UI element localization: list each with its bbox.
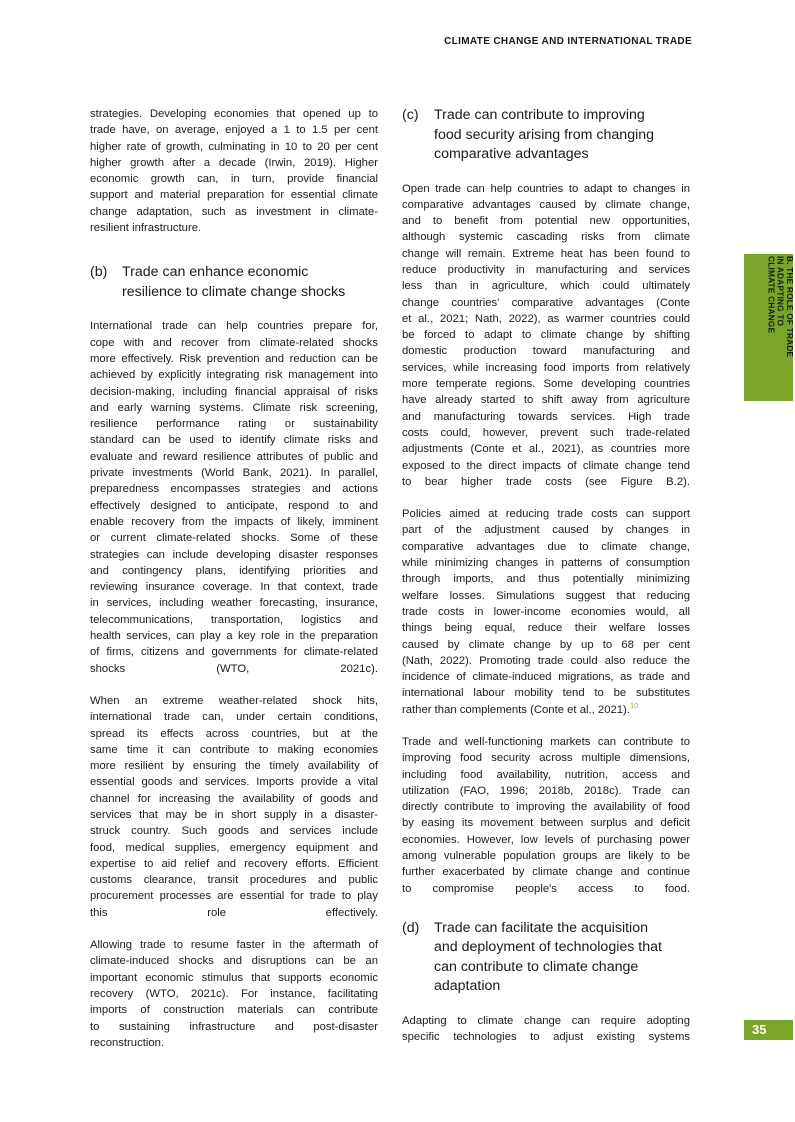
text-line: shocks (WTO, 2021c). (90, 662, 378, 675)
text-line: International trade can help countries prepare for, (90, 320, 378, 333)
text-line: reviewing insurance coverage. In that context, trade (90, 581, 378, 594)
text-line: economic growth can, in turn, provide financial (90, 173, 378, 186)
text-line: including food availability, nutrition, access and (402, 768, 690, 781)
text-line: health services, can play a key role in the preparation (90, 630, 378, 643)
text-line: although systemic cascading risks from climate (402, 231, 690, 244)
text-line: services, while increasing food imports from relatively (402, 361, 690, 374)
paragraph (90, 937, 378, 1051)
text-line: When an extreme weather-related shock hits, (90, 694, 378, 707)
text-line: adjustments (Conte et al., 2021), as countries more (402, 443, 690, 456)
text-line: essential goods and services. Imports provide a vital (90, 776, 378, 789)
text-line: imports of construction materials can contribute (90, 1004, 378, 1017)
text-line: international labour mobility tend to be substitutes (402, 687, 690, 700)
text-line: higher growth after a decade (Irwin, 2019). Higher (90, 156, 378, 169)
text-line: costs could, however, prevent such trade-related (402, 426, 690, 439)
text-line: same time it can contribute to making economies (90, 743, 378, 756)
paragraph (90, 106, 378, 236)
paragraph: Adapting to climate change can require adopting specific technologies to adjust existing systems (402, 1014, 690, 1044)
text-line: standard can be used to identify climate risks and (90, 434, 378, 447)
text-line: et al., 2021; Nath, 2022), as warmer countries could (402, 312, 690, 325)
text-line: support and material preparation for essential climate (90, 189, 378, 202)
section-heading-d: (d) Trade can facilitate the acquisition and deployment of technologies that can contribute to climate change adaptation (402, 919, 662, 995)
text-line: decision-making, including financial appraisal of risks (90, 385, 378, 398)
left-column (90, 106, 378, 1051)
text-line: among vulnerable population groups are likely to be (402, 850, 690, 863)
text-line: further exacerbated by climate change and continue (402, 866, 690, 879)
text-line: of firms, citizens and governments for climate-related (90, 646, 378, 659)
heading-label: (c) (402, 107, 419, 123)
text-line: utilization (FAO, 1996; 2018b, 2018c). Trade can (402, 784, 690, 797)
text-line: important economic stimulus that supports economic (90, 971, 378, 984)
section-heading-c: (c) Trade can contribute to improving food security arising from changing comparative advantages (402, 107, 655, 162)
text-line: change will remain. Extreme heat has been found to (402, 247, 690, 260)
text-line: and manufacturing towards services. High trade (402, 410, 690, 423)
text-line: more resilient by ensuring the timely availability of (90, 760, 378, 773)
text-line: improving food security across multiple dimensions, (402, 752, 690, 765)
section-heading-b: (b) Trade can enhance economic resilience to climate change shocks (90, 264, 346, 300)
text-line: part of the adjustment caused by changes in (402, 524, 690, 537)
text-line: strategies can include developing disaster responses (90, 548, 378, 561)
text-line: while minimizing changes in patterns of consumption (402, 557, 690, 570)
text-line: procurement processes are essential for trade to play (90, 890, 378, 903)
text-line: struck country. Such goods and services include (90, 825, 378, 838)
text-line: change countries' comparative advantages (Conte (402, 296, 690, 309)
text-line: domestic production toward manufacturing and (402, 345, 690, 358)
text-line: less than in agriculture, which could ultimately (402, 280, 690, 293)
text-line: spread its effects across countries, but at the (90, 727, 378, 740)
text-line: to sustaining infrastructure and post-disaster (90, 1020, 378, 1033)
text-line: resilient infrastructure. (90, 222, 202, 235)
heading-label: (d) (402, 919, 420, 936)
text-line: and contingency plans, identifying priorities and (90, 564, 378, 577)
section-tab-label: B. THE ROLE OF TRADE IN ADAPTING TO CLIMATE CHANGE (766, 256, 795, 358)
text-line: telecommunications, transportation, logistics and (90, 613, 378, 626)
text-line: international trade can, under certain conditions, (90, 711, 378, 724)
text-line: exposed to the direct impacts of climate change tend (402, 459, 690, 472)
text-line: food, medical supplies, emergency equipment and (90, 841, 378, 854)
text-line: effectively designed to anticipate, respond to and (90, 499, 378, 512)
text-line: caused by climate change by up to 68 per cent (402, 638, 690, 651)
text-line: private investments (World Bank, 2021). In parallel, (90, 467, 378, 480)
text-line: trade have, on average, enjoyed a 1 to 1.5 per cent (90, 124, 378, 137)
text-line: more effectively. Risk prevention and reduction can be (90, 352, 378, 365)
text-line: channel for increasing the availability of goods and (90, 792, 378, 805)
text-line: evaluate and reward resilience attributes of public and (90, 450, 378, 463)
text-line: economies. However, low levels of purchasing power (402, 833, 690, 846)
text-line: reconstruction. (90, 1036, 165, 1049)
right-column (402, 106, 690, 1046)
text-line: Allowing trade to resume faster in the aftermath of (90, 939, 378, 952)
text-line: welfare losses. Simulations suggest that reducing (402, 589, 690, 602)
text-line: things being equal, reduce their welfare losses (402, 622, 690, 635)
footnote-marker[interactable]: 10 (629, 700, 639, 710)
text-line: Open trade can help countries to adapt to changes in (402, 182, 690, 195)
text-line: (Nath, 2022). Promoting trade could also reduce the (402, 654, 690, 667)
paragraph (402, 734, 690, 897)
text-line: enable recovery from the impacts of likely, imminent (90, 515, 378, 528)
text-line: more temperate regions. Some developing countries (402, 378, 690, 391)
text-line: services that may be in short supply in a disaster- (90, 808, 378, 821)
text-line: be forced to adapt to climate change by shifting (402, 329, 690, 342)
text-line: have already started to shift away from agriculture (402, 394, 690, 407)
text-line: through imports, and thus potentially minimizing (402, 573, 690, 586)
text-line: and early warning systems. Climate risk screening, (90, 401, 378, 414)
text-line: Trade and well-functioning markets can contribute to (402, 736, 690, 748)
text-line: and to benefit from potential new opportunities, (402, 215, 690, 228)
text-line: or current climate-related shocks. Some of these (90, 532, 378, 545)
text-line: incidence of climate-induced migrations, as trade and (402, 671, 690, 684)
text-line: expertise to aid relief and recovery efforts. Efficient (90, 857, 378, 870)
text-line: recovery (WTO, 2021c). For instance, facilitating (90, 987, 378, 1000)
paragraph (90, 318, 378, 677)
text-line: higher rate of growth, culminating in 10 to 20 per cent (90, 140, 378, 153)
paragraph (402, 181, 690, 491)
page-number: 35 (744, 1020, 793, 1040)
text-line: Policies aimed at reducing trade costs can support (402, 508, 690, 521)
text-line: customs clearance, transit procedures and public (90, 874, 378, 887)
text-line: cope with and recover from climate-related shocks (90, 336, 378, 349)
text-line: reduce productivity in manufacturing and services (402, 263, 690, 276)
text-line: this role effectively. (90, 906, 378, 919)
text-line: comparative advantages caused by climate change, (402, 198, 690, 211)
running-header: CLIMATE CHANGE AND INTERNATIONAL TRADE (444, 36, 692, 47)
text-line: directly contribute to improving the availability of food (402, 801, 690, 814)
text-line: to bear higher trade costs (see Figure B.2). (402, 475, 690, 488)
text-line: resilience performance rating or sustainability (90, 418, 378, 431)
paragraph: Policies aimed at reducing trade costs can support part of the adjustment caused by changes in comparative advantages due to climate change, while minimizing changes in patterns of consumption through imports, and thus potentially minimizing welfare losses. Simulations suggest that reducing trade costs in lower-income economies would, all things being equal, reduce their welfare losses caused by climate change by up to 68 per cent (Nath, 2022). Promoting trade could also reduce the incidence of climate-induced migrations, as trade and international labour mobility tend to be substitutes rather than complements (Conte et al., 2021).$^{10}$ (402, 508, 690, 716)
text-line: change adaptation, such as investment in climate- (90, 205, 378, 218)
text-line: to compromise people's access to food. (402, 882, 690, 895)
text-line: climate-induced shocks and disruptions can be an (90, 955, 378, 968)
text-line: strategies. Developing economies that opened up to (90, 108, 378, 120)
text-line: preparedness encompasses strategies and actions (90, 483, 378, 496)
text-line: achieved by explicitly integrating risk management into (90, 369, 378, 382)
heading-label: (b) (90, 264, 108, 281)
text-line: by easing its movement between surplus and deficit (402, 817, 690, 830)
paragraph (90, 693, 378, 921)
text-line: in services, including weather forecasting, insurance, (90, 597, 378, 610)
text-line: trade costs in lower-income economies would, all (402, 605, 690, 618)
text-line: comparative advantages due to climate change, (402, 540, 690, 553)
